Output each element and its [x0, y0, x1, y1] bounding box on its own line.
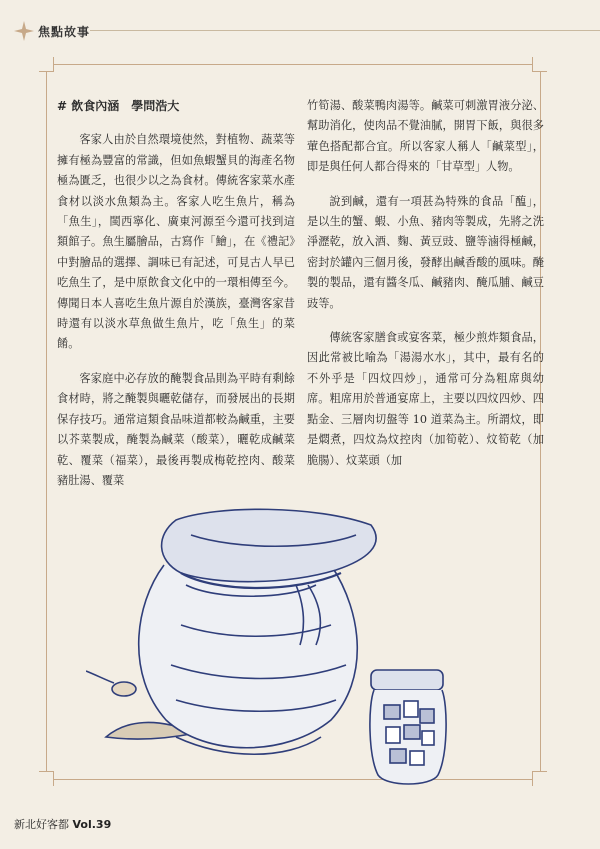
volume-number: Vol.39 — [72, 818, 112, 831]
frame-corner — [39, 57, 54, 72]
large-jar-icon — [139, 509, 376, 754]
publication-name: 新北好客都 — [14, 818, 69, 831]
page-footer — [14, 816, 111, 832]
paragraph: 客家人由於自然環境使然，對植物、蔬菜等擁有極為豐富的常識，但如魚蝦蟹貝的海產名物極為匱乏，也很少以之為食材。傳統客家菜水產食材以淡水魚類為主。客家人吃生魚片，稱為「魚生」，閩西寧化、廣東河源至今還可找到這類館子。魚生屬膾品，古寫作「鱠」，在《禮記》中對膾品的選擇、調味已有記述，可見古人早已吃魚生了，是中原飲食文化中的一環相傳至今。傳聞日本人喜吃生魚片源自於漢族，臺灣客家昔時還有以淡水草魚做生魚片，吃「魚生」的菜餚。 — [57, 133, 295, 351]
small-jar-icon — [370, 670, 446, 784]
paragraph: 客家庭中必存放的醃製食品則為平時有剩餘食材時，將之醃製與曬乾儲存，而發展出的長期保存技巧。通常這類食品味道都較為鹹重，主要以芥菜製成，醃製為鹹菜（酸菜），曬乾成鹹菜乾、覆菜（福菜），最後再製成梅乾控肉、酸菜豬肚湯、覆菜 — [57, 371, 295, 487]
paragraph: 說到鹹，還有一項甚為特殊的食品「醢」，是以生的蟹、蝦、小魚、豬肉等製成，先將之洗淨瀝乾，放入酒、麴、黃豆豉、鹽等滷得極鹹，密封於罐內三個月後，發酵出鹹香酸的風味。醃製的製品，還有醬冬瓜、鹹豬肉、醃瓜脯、鹹豆豉等。 — [307, 194, 544, 310]
article-heading: # 飲食內涵 學問浩大 — [57, 99, 180, 113]
frame-corner — [39, 771, 54, 786]
paragraph: 傳統客家膳食或宴客菜，極少煎炸類食品，因此常被比喻為「湯湯水水」，其中，最有名的不外乎是「四炆四炒」，通常可分為粗席與幼席。粗席用於普通宴席上，主要以四炆四炒、四點金、三層肉切盤等 10 道菜為主。所謂炆，即是燜煮，四炆為炆控肉（加筍乾）、炆筍乾（加脆腸）、炆菜頭（加 — [307, 331, 544, 467]
paragraph: 竹筍湯、酸菜鴨肉湯等。鹹菜可刺激胃液分泌、幫助消化，使肉品不覺油膩，開胃下飯，與很多葷色搭配都合宜。所以客家人稱人「鹹菜型」，即是與任何人都合得來的「甘草型」人物。 — [307, 99, 544, 174]
section-header — [14, 13, 90, 49]
section-label: 焦點故事 — [38, 24, 91, 39]
header-divider — [90, 30, 600, 31]
article-column-right — [307, 96, 544, 485]
frame-corner — [532, 57, 547, 72]
article-column-left — [57, 96, 295, 505]
spoon-icon — [86, 671, 136, 696]
sparkle-icon — [14, 21, 34, 41]
frame-corner — [532, 771, 547, 786]
pickle-jars-illustration — [86, 505, 466, 795]
